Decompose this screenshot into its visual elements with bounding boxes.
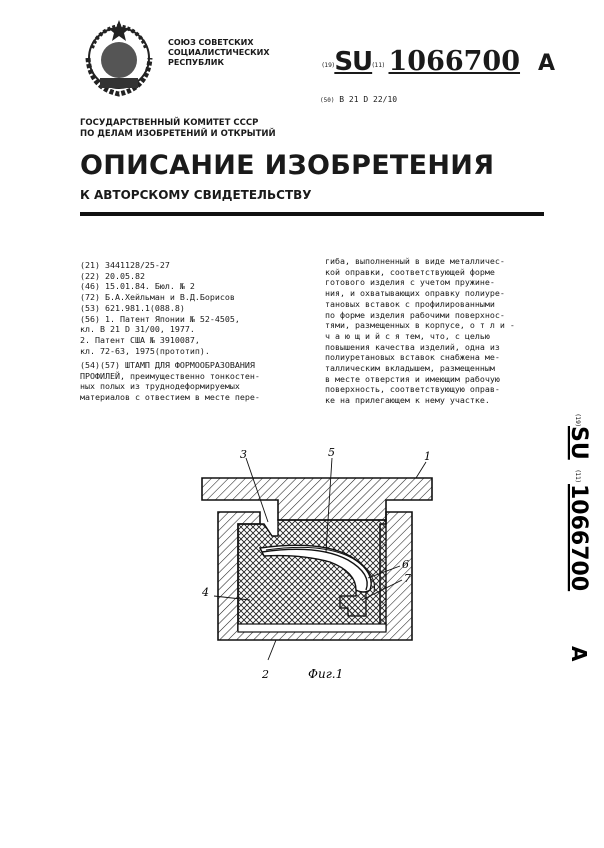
ipc-prefix: (50)	[320, 97, 335, 104]
biblio-line: кл. В 21 D 31/00, 1977.	[80, 324, 195, 335]
figure-caption: Фиг.1	[308, 667, 344, 681]
kind-code: A	[538, 51, 556, 76]
committee-name	[80, 118, 276, 140]
abstract-line: ч а ю щ и й с я тем, что, с целью	[325, 330, 490, 341]
abstract-line: готового изделия с учетом пружине-	[325, 277, 495, 288]
biblio-line: (22) 20.05.82	[80, 270, 145, 281]
abstract-line: гиба, выполненный в виде металличес-	[325, 256, 505, 266]
figure-label-1: 1	[424, 450, 431, 463]
side-country-prefix: (19)	[574, 414, 581, 427]
abstract-left	[80, 360, 260, 403]
union-line: СОЦИАЛИСТИЧЕСКИХ	[168, 48, 270, 57]
abstract-line: по форме изделия рабочими поверхнос-	[325, 309, 505, 320]
abstract-line: полиуретановых вставок снабжена ме-	[325, 352, 500, 363]
abstract-line: в месте отверстия и имеющим рабочую	[325, 373, 500, 384]
side-kind-code: A	[567, 646, 591, 662]
figure-label-5: 5	[328, 446, 335, 459]
biblio-line: (46) 15.01.84. Бюл. № 2	[80, 281, 195, 292]
document-subtitle: К АВТОРСКОМУ СВИДЕТЕЛЬСТВУ	[80, 188, 312, 202]
figure-label-4: 4	[202, 586, 209, 599]
biblio-line: (53) 621.981.1(088.8)	[80, 302, 185, 313]
side-patent-number: 1066700	[566, 484, 591, 592]
abstract-line: ке на прилегающем к нему участке.	[325, 395, 490, 406]
patent-number: 1066700	[388, 46, 521, 77]
abstract-line: повышения качества изделий, одна из	[325, 341, 500, 352]
leader-line-1	[416, 462, 426, 478]
bottom-plate	[238, 624, 386, 632]
biblio-line: (72) Б.А.Хейльман и В.Д.Борисов	[80, 292, 235, 303]
figure-label-2: 2	[262, 668, 269, 681]
number-prefix: (11)	[372, 62, 385, 69]
abstract-line: тями, размещенных в корпусе, о т л и -	[325, 320, 515, 331]
side-country-code: SU	[566, 426, 591, 460]
abstract-line: ПРОФИЛЕЙ, преимущественно тонкостен-	[80, 370, 260, 381]
figure-label-3: 3	[240, 448, 247, 461]
leader-line-2	[268, 640, 276, 660]
ussr-emblem	[78, 18, 160, 98]
abstract-right	[325, 256, 515, 406]
abstract-line: кой оправки, соответствующей форме	[325, 266, 495, 277]
committee-line: ПО ДЕЛАМ ИЗОБРЕТЕНИЙ И ОТКРЫТИЙ	[80, 129, 276, 139]
biblio-line: (56) 1. Патент Японии № 52-4505,	[80, 313, 240, 324]
ipc-value: В 21 D 22/10	[339, 95, 398, 104]
figure-label-6: 6	[402, 558, 409, 571]
committee-line: ГОСУДАРСТВЕННЫЙ КОМИТЕТ СССР	[80, 118, 259, 128]
abstract-line: поверхность, соответствующую оправ-	[325, 384, 500, 395]
country-code-prefix: (19)	[322, 62, 335, 69]
abstract-line: ния, и охватывающих оправку полиуре-	[325, 288, 505, 299]
side-number-prefix: (11)	[574, 470, 581, 483]
abstract-line: таллическим вкладышем, размещенным	[325, 363, 495, 374]
abstract-line: ных полых из труднодеформируемых	[80, 381, 240, 392]
biblio-line: кл. 72-63, 1975(прототип).	[80, 345, 210, 356]
union-line: РЕСПУБЛИК	[168, 58, 225, 67]
union-line: СОЮЗ СОВЕТСКИХ	[168, 38, 254, 47]
header-rule	[80, 212, 544, 216]
side-publication-number	[552, 414, 591, 674]
country-code: SU	[334, 47, 373, 77]
biblio-line: 2. Патент США № 3910087,	[80, 334, 200, 345]
abstract-line: материалов с отвестием в месте пере-	[80, 392, 260, 403]
figure-1	[190, 440, 450, 688]
biblio-line: (21) 3441128/25-27	[80, 260, 170, 270]
abstract-line: (54)(57) ШТАМП ДЛЯ ФОРМООБРАЗОВАНИЯ	[80, 360, 255, 370]
abstract-line: тановых вставок с профилированными	[325, 298, 495, 309]
figure-label-7: 7	[404, 572, 411, 585]
ipc-class	[320, 95, 397, 104]
union-name	[168, 38, 270, 68]
bibliographic-data	[80, 260, 240, 356]
document-title: ОПИСАНИЕ ИЗОБРЕТЕНИЯ	[80, 150, 495, 181]
publication-number	[322, 46, 555, 77]
